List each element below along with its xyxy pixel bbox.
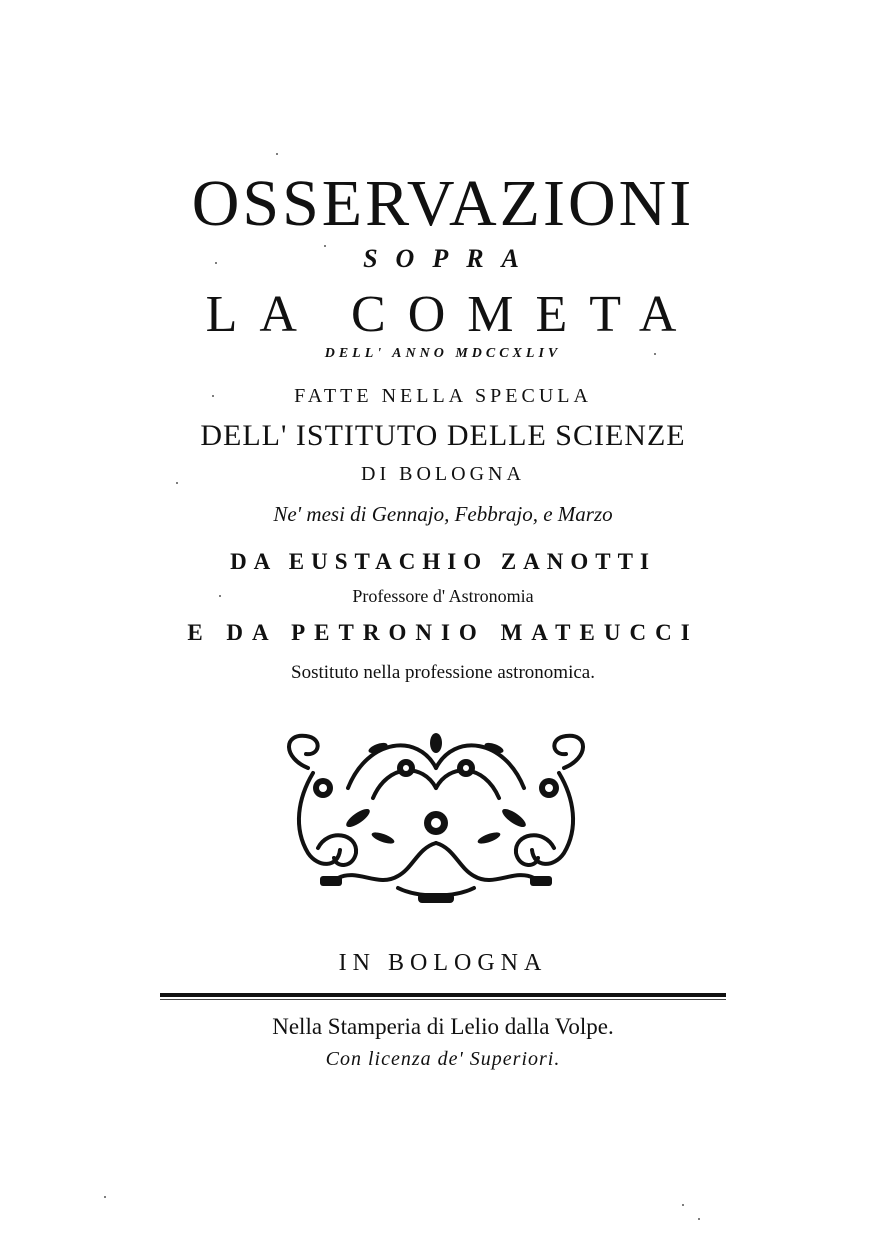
months-line: Ne' mesi di Gennajo, Febbrajo, e Marzo [273, 502, 613, 526]
year-line: DELL' ANNO MDCCXLIV [324, 346, 562, 361]
divider-rule [160, 993, 726, 997]
imprint-place: IN BOLOGNA [338, 950, 548, 976]
imprint-printer: Nella Stamperia di Lelio dalla Volpe. [272, 1014, 614, 1039]
book-title: OSSERVAZIONI [191, 167, 695, 240]
divider-rule-thin [160, 999, 726, 1000]
paper-speck [324, 245, 326, 247]
book-subject: LA COMETA [205, 286, 699, 343]
author-1: DA EUSTACHIO ZANOTTI [230, 549, 656, 574]
paper-speck [654, 353, 656, 355]
floral-vignette-icon [278, 728, 594, 910]
paper-speck [212, 395, 214, 397]
paper-speck [276, 153, 278, 155]
institution-line: DELL' ISTITUTO DELLE SCIENZE [200, 419, 686, 452]
city-line: DI BOLOGNA [361, 463, 525, 485]
paper-speck [698, 1218, 700, 1220]
made-in-line: FATTE NELLA SPECULA [294, 385, 592, 407]
author-2-role: Sostituto nella professione astronomica. [291, 662, 595, 683]
imprint-license: Con licenza de' Superiori. [325, 1048, 561, 1070]
paper-speck [682, 1204, 684, 1206]
paper-speck [176, 482, 178, 484]
paper-speck [215, 262, 217, 264]
author-2: E DA PETRONIO MATEUCCI [187, 620, 699, 645]
title-connector: SOPRA [363, 244, 537, 273]
paper-speck [219, 595, 221, 597]
paper-speck [104, 1196, 106, 1198]
author-1-role: Professore d' Astronomia [352, 586, 534, 606]
